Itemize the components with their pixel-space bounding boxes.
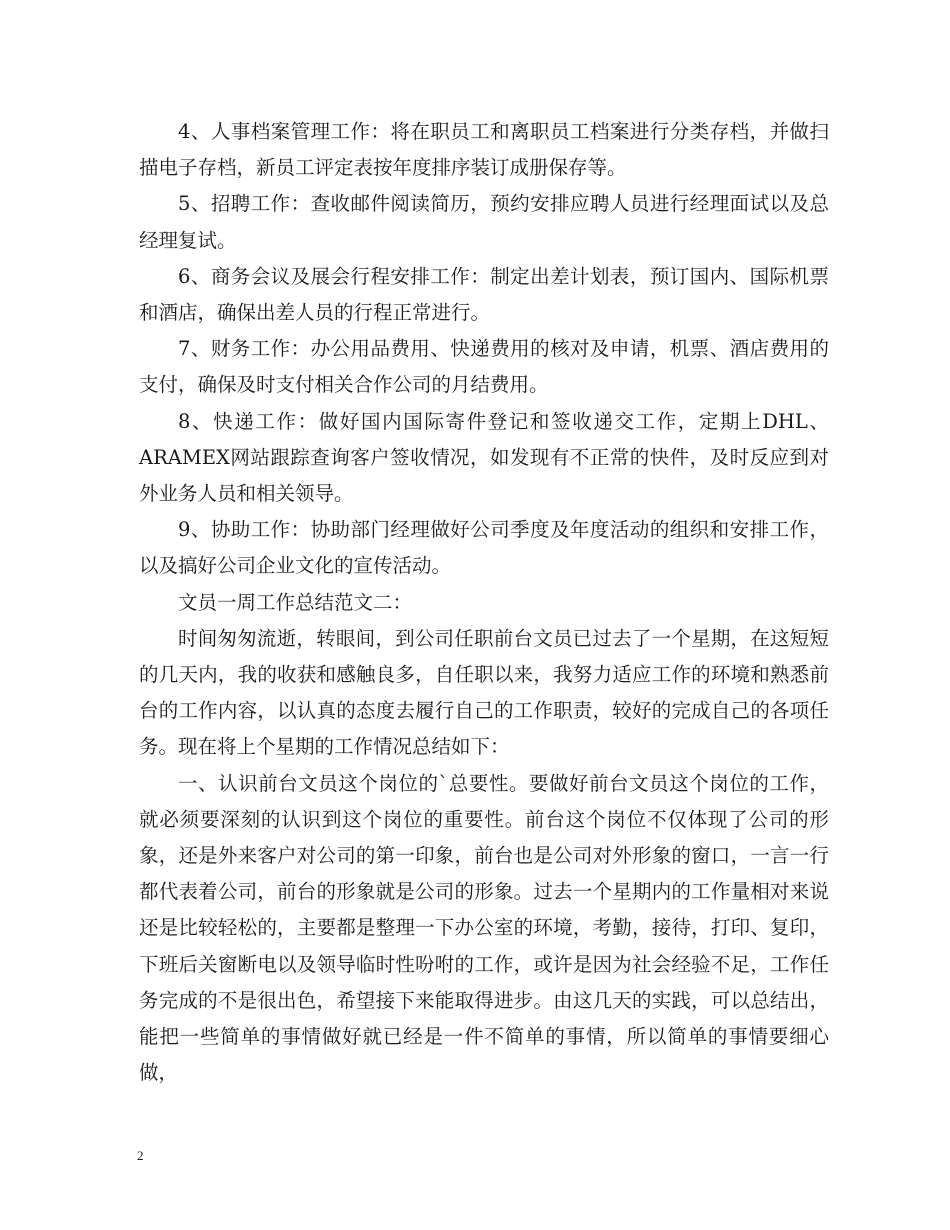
paragraph-finance: 7、财务工作：办公用品费用、快递费用的核对及申请，机票、酒店费用的支付，确保及时支付相关合作公司的月结费用。 — [139, 337, 829, 397]
paragraph-recruitment: 5、招聘工作：查收邮件阅读简历，预约安排应聘人员进行经理面试以及总经理复试。 — [139, 192, 829, 252]
paragraph-role-importance: 一、认识前台文员这个岗位的`总要性。要做好前台文员这个岗位的工作，就必须要深刻的认识到这个岗位的重要性。前台这个岗位不仅体现了公司的形象，还是外来客户对公司的第一印象，前台也是公司对外形象的窗口，一言一行都代表着公司，前台的形象就是公司的形象。过去一个星期内的工作量相对来说还是比较轻松的，主要都是整理一下办公室的环境，考勤，接待，打印、复印，下班后关窗断电以及领导临时性吩咐的工作，或许是因为社会经验不足，工作任务完成的不是很出色，希望接下来能取得进步。由这几天的实践，可以总结出，能把一些简单的事情做好就已经是一件不简单的事情，所以简单的事情要细心做， — [139, 771, 829, 1085]
paragraph-business-travel: 6、商务会议及展会行程安排工作：制定出差计划表，预订国内、国际机票和酒店，确保出差人员的行程正常进行。 — [139, 264, 829, 325]
section-heading-sample-two: 文员一周工作总结范文二： — [178, 590, 413, 614]
page-number: 2 — [137, 1148, 144, 1163]
body-text — [139, 114, 829, 1091]
paragraph-introduction: 时间匆匆流逝，转眼间，到公司任职前台文员已过去了一个星期，在这短短的几天内，我的收获和感触良多，自任职以来，我努力适应工作的环境和熟悉前台的工作内容，以认真的态度去履行自己的工作职责，较好的完成自己的各项任务。现在将上个星期的工作情况总结如下： — [139, 626, 829, 759]
paragraph-archive-management: 4、人事档案管理工作：将在职员工和离职员工档案进行分类存档，并做扫描电子存档，新员工评定表按年度排序装订成册保存等。 — [139, 120, 829, 180]
paragraph-assistance: 9、协助工作：协助部门经理做好公司季度及年度活动的组织和安排工作，以及搞好公司企业文化的宣传活动。 — [139, 518, 829, 578]
paragraph-express-delivery: 8、快递工作：做好国内国际寄件登记和签收递交工作，定期上DHL、ARAMEX网站跟踪查询客户签收情况，如发现有不正常的快件，及时反应到对外业务人员和相关领导。 — [139, 409, 829, 506]
